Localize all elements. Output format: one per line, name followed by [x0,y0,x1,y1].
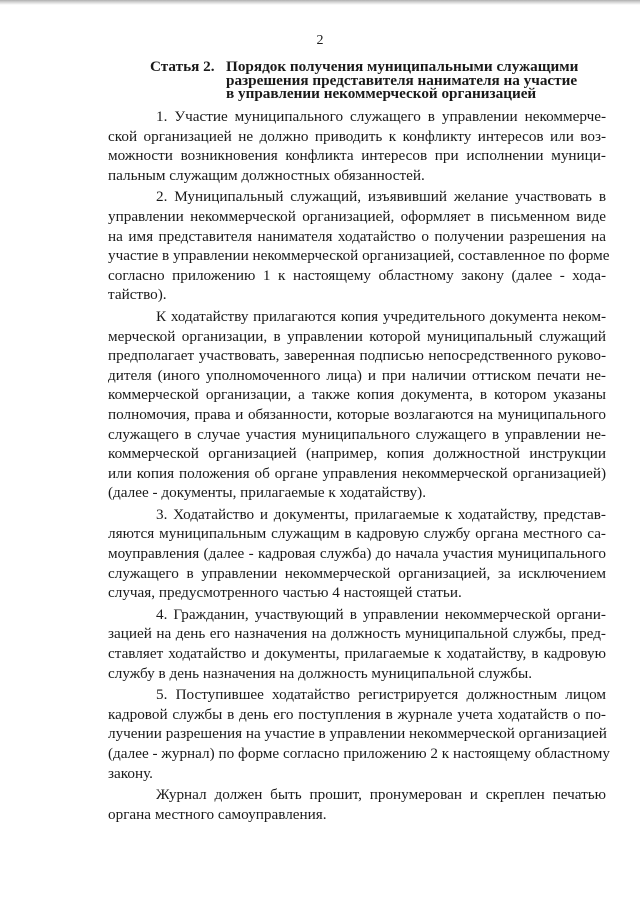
text-line: ской организацией не должно приводить к конфликту интересов или воз- [108,127,606,145]
paragraph-2 [108,187,610,305]
article-title-line: в управлении некоммерческой организацией [226,85,537,102]
text-line: 5. Поступившее ходатайство регистрируется должностным лицом [156,686,606,704]
text-line: мерческой организации, в управлении которой муниципальный служащий [108,327,606,345]
text-line: служащего в случае участия муниципального служащего в управлении не- [108,425,606,443]
text-line: (далее - документы, прилагаемые к ходатайству). [108,484,426,502]
text-line: 4. Гражданин, участвующий в управлении некоммерческой органи- [156,605,606,623]
text-line: согласно приложению 1 к настоящему областному закону (далее - хода- [108,266,606,284]
page-number: 2 [316,33,324,48]
text-line: закону. [108,764,153,782]
text-line: зацией на день его назначения на должность муниципальной службы, пред- [108,625,606,643]
document-body [108,107,611,826]
article-header [150,60,620,101]
paragraph-4 [108,605,606,683]
article-title [226,60,620,101]
text-line: 1. Участие муниципального служащего в управлении некоммерче- [156,108,606,125]
text-line: службу в день назначения на должность муниципальной службы. [108,664,533,682]
paragraph-1 [108,107,606,185]
paragraph-2-annex [108,307,606,503]
text-line: управлении некоммерческой организацией, оформляет в письменном виде [108,207,606,225]
paragraph-3 [108,505,606,603]
text-line: случая, предусмотренного частью 4 настоящей статьи. [108,584,462,602]
scan-edge [0,0,640,5]
text-line: пальным служащим должностных обязанностей. [108,166,425,184]
text-line: лучении разрешения на участие в управлении некоммерческой организацией [108,725,607,743]
text-line: (далее - журнал) по форме согласно приложению 2 к настоящему областному [108,745,611,762]
text-line: на имя представителя нанимателя ходатайство о получении разрешения на [108,227,606,245]
text-line: Журнал должен быть прошит, пронумерован и скреплен печатью [156,786,606,804]
text-line: коммерческой организацией (например, копия должностной инструкции [108,445,606,463]
paragraph-5 [108,685,611,783]
text-line: К ходатайству прилагаются копия учредительного документа неком- [156,307,606,325]
text-line: кадровой службы в день его поступления в журнале учета ходатайств о по- [108,705,606,723]
article-title-line: Порядок получения муниципальными служащими [226,58,579,75]
text-line: коммерческой организации, а также копия документа, в котором указаны [108,386,606,404]
text-line: предполагает участвовать, заверенная подписью непосредственного руково- [108,347,606,365]
paragraph-5-journal [108,785,606,824]
article-title-line: разрешения представителя нанимателя на участие [226,71,578,89]
article-label: Статья 2. [150,58,215,75]
text-line: полномочия, права и обязанности, которые возлагаются на муниципального [108,405,606,423]
text-line: 2. Муниципальный служащий, изъявивший желание участвовать в [156,188,606,206]
text-line: моуправления (далее - кадровая служба) до начала участия муниципального [108,545,606,563]
text-line: дителя (иного уполномоченного лица) и при наличии оттиском печати не- [108,366,606,384]
text-line: участие в управлении некоммерческой организацией, составленное по форме [108,247,610,265]
text-line: можности возникновения конфликта интересов при исполнении муници- [108,147,606,165]
text-line: служащего в управлении некоммерческой организацией, за исключением [108,564,606,582]
text-line: ставляет ходатайство и документы, прилагаемые к ходатайству, в кадровую [108,645,606,663]
text-line: ляются муниципальным служащим в кадровую службу органа местного са- [108,525,606,543]
text-line: органа местного самоуправления. [108,805,327,823]
text-line: или копия положения об органе управления некоммерческой организацией) [108,464,606,482]
text-line: 3. Ходатайство и документы, прилагаемые к ходатайству, представ- [156,505,606,523]
text-line: тайство). [108,286,167,304]
